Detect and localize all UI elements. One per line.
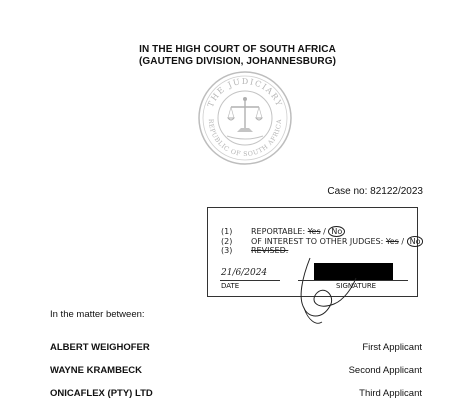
party-role-second: Second Applicant bbox=[348, 365, 422, 376]
stamp-date-label: DATE bbox=[221, 282, 240, 290]
party-name-second: WAYNE KRAMBECK bbox=[50, 365, 143, 376]
judiciary-seal-icon bbox=[197, 70, 293, 166]
stamp-struck-option: Yes bbox=[307, 227, 321, 236]
party-role-first: First Applicant bbox=[362, 342, 422, 353]
stamp-row-number: (3) bbox=[221, 246, 233, 255]
stamp-row-number: (2) bbox=[221, 237, 233, 246]
stamp-row-label: REVISED. bbox=[251, 246, 289, 255]
signature-line bbox=[298, 280, 408, 281]
seal-top-text: THE JUDICIARY bbox=[205, 76, 285, 109]
party-name-first: ALBERT WEIGHOFER bbox=[50, 342, 150, 353]
stamp-row-label: OF INTEREST TO OTHER JUDGES: bbox=[251, 237, 384, 246]
stamp-circled-option: No bbox=[328, 226, 345, 237]
stamp-row-label: REPORTABLE: bbox=[251, 227, 306, 236]
stamp-date-value: 21/6/2024 bbox=[221, 268, 268, 278]
party-role-third: Third Applicant bbox=[359, 388, 422, 399]
case-number: Case no: 82122/2023 bbox=[327, 186, 423, 197]
stamp-signature-label: SIGNATURE bbox=[336, 282, 377, 290]
matter-intro: In the matter between: bbox=[50, 309, 145, 320]
court-name: IN THE HIGH COURT OF SOUTH AFRICA bbox=[139, 44, 336, 55]
stamp-circled-option: No bbox=[407, 236, 424, 247]
stamp-struck-option: Yes bbox=[385, 237, 399, 246]
stamp-row-number: (1) bbox=[221, 227, 233, 236]
court-division: (GAUTENG DIVISION, JOHANNESBURG) bbox=[138, 56, 337, 67]
date-line bbox=[220, 280, 280, 281]
party-name-third: ONICAFLEX (PTY) LTD bbox=[50, 388, 153, 399]
reportability-stamp bbox=[207, 207, 421, 297]
seal-bottom-text: REPUBLIC OF SOUTH AFRICA bbox=[206, 118, 284, 159]
stamp-option-separator: / bbox=[398, 237, 407, 246]
stamp-option-separator: / bbox=[320, 227, 329, 236]
